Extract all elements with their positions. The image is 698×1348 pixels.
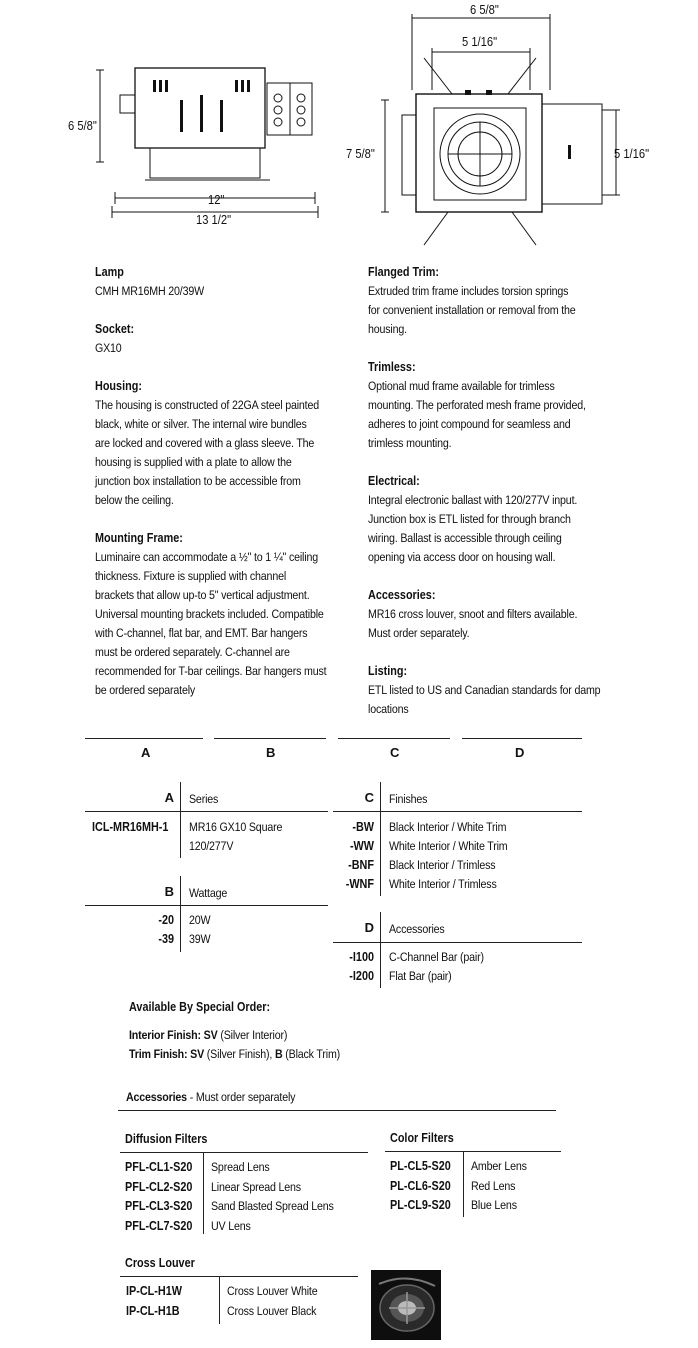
- side-view-svg: [60, 50, 330, 240]
- cross-louver-rule: [120, 1276, 358, 1277]
- spec-line: CMH MR16MH 20/39W: [95, 284, 204, 298]
- spec-line: black, white or silver. The internal wire bundles: [95, 417, 307, 431]
- accessories-section-title: Accessories - Must order separately: [126, 1090, 296, 1104]
- series-desc-2: 120/277V: [189, 839, 234, 853]
- accessory-desc: UV Lens: [211, 1218, 251, 1233]
- order-col-a: A: [141, 745, 151, 760]
- special-order-title: Available By Special Order:: [129, 1000, 271, 1014]
- option-code: -I100: [349, 950, 374, 964]
- acc-opt-rule: [333, 942, 582, 943]
- order-col-b: B: [266, 745, 276, 760]
- side-inner-width-label: 12": [208, 192, 225, 207]
- accessory-desc: Spread Lens: [211, 1160, 270, 1174]
- front-view-svg: [340, 0, 670, 250]
- series-code: ICL-MR16MH-1: [92, 820, 169, 834]
- spec-line: junction box installation to be accessible from: [95, 474, 301, 488]
- acc-opt-letter: D: [364, 920, 374, 935]
- spec-line: MR16 cross louver, snoot and filters available.: [368, 607, 578, 621]
- order-col-d: D: [515, 745, 525, 760]
- accessory-code: PFL-CL1-S20: [125, 1160, 193, 1174]
- option-code: -BW: [352, 820, 374, 834]
- accessory-code: IP-CL-H1W: [126, 1284, 182, 1298]
- front-outer-width-label: 6 5/8": [470, 2, 499, 17]
- spec-line: adheres to joint compound for seamless and: [368, 417, 571, 431]
- series-letter: A: [164, 790, 174, 805]
- order-col-c: C: [390, 745, 400, 760]
- accessory-code: IP-CL-H1B: [126, 1303, 180, 1318]
- acc-opt-label: Accessories: [389, 922, 445, 936]
- spec-line: Extruded trim frame includes torsion springs: [368, 284, 569, 298]
- front-right-height-label: 5 1/16": [614, 146, 650, 161]
- accessory-code: PFL-CL2-S20: [125, 1179, 193, 1194]
- spec-line: brackets that allow up-to 5" vertical adjustment.: [95, 588, 310, 602]
- option-code: -WNF: [345, 877, 374, 891]
- spec-line: trimless mounting.: [368, 436, 452, 450]
- special-order-trim: Trim Finish: SV (Silver Finish), B (Black Trim): [129, 1047, 341, 1061]
- color-filters-title: Color Filters: [390, 1131, 454, 1145]
- wattage-letter: B: [164, 884, 174, 899]
- accessory-code: PL-CL6-S20: [390, 1178, 451, 1193]
- spec-title: Accessories:: [368, 588, 436, 602]
- spec-title: Housing:: [95, 379, 142, 393]
- accessory-code: PL-CL9-S20: [390, 1198, 451, 1212]
- spec-title: Socket:: [95, 322, 135, 336]
- side-view-drawing: [60, 50, 330, 240]
- option-code: -I200: [349, 969, 374, 983]
- diffusion-rule: [120, 1152, 368, 1153]
- spec-line: wiring. Ballast is accessible through ceiling: [368, 531, 562, 545]
- side-outer-width-label: 13 1/2": [196, 212, 232, 227]
- front-left-height-label: 7 5/8": [346, 146, 375, 161]
- spec-line: must be ordered separately. C-channel are: [95, 645, 290, 659]
- accessories-section-rule: [118, 1110, 556, 1111]
- spec-title: Lamp: [95, 265, 124, 279]
- spec-line: The housing is constructed of 22GA steel painted: [95, 398, 319, 412]
- spec-line: housing is supplied with a plate to allow the: [95, 455, 292, 469]
- spec-title: Flanged Trim:: [368, 265, 440, 279]
- accessory-desc: Sand Blasted Spread Lens: [211, 1199, 334, 1213]
- option-desc: Black Interior / White Trim: [389, 820, 507, 834]
- spec-line: with C-channel, flat bar, and EMT. Bar hangers: [95, 626, 308, 640]
- order-col-d-rule: [462, 738, 582, 739]
- series-desc-1: MR16 GX10 Square: [189, 820, 283, 834]
- acc-opt-divider: [380, 912, 381, 988]
- spec-line: opening via access door on housing wall.: [368, 550, 556, 564]
- spec-line: Must order separately.: [368, 626, 470, 640]
- color-filters-divider: [463, 1151, 464, 1217]
- front-inner-width-label: 5 1/16": [462, 34, 498, 49]
- spec-line: Integral electronic ballast with 120/277V input.: [368, 493, 578, 507]
- side-height-label: 6 5/8": [68, 118, 97, 133]
- cross-louver-image: [371, 1270, 441, 1340]
- cross-louver-photo: [371, 1270, 441, 1340]
- spec-line: Optional mud frame available for trimless: [368, 379, 555, 393]
- order-col-c-rule: [338, 738, 450, 739]
- option-desc: Flat Bar (pair): [389, 969, 452, 983]
- spec-line: mounting. The perforated mesh frame provided,: [368, 398, 586, 412]
- accessory-code: PL-CL5-S20: [390, 1159, 451, 1173]
- accessory-desc: Red Lens: [471, 1178, 516, 1193]
- diffusion-divider: [203, 1152, 204, 1234]
- cross-louver-title: Cross Louver: [125, 1256, 195, 1270]
- wattage-rule: [85, 905, 328, 906]
- wattage-label: Wattage: [189, 886, 228, 900]
- spec-line: housing.: [368, 322, 407, 336]
- spec-line: Universal mounting brackets included. Compatible: [95, 607, 324, 621]
- spec-line: Luminaire can accommodate a ½" to 1 ¼" ceiling: [95, 550, 318, 564]
- option-desc: C-Channel Bar (pair): [389, 950, 484, 964]
- option-code: -20: [158, 913, 174, 927]
- spec-line: locations: [368, 702, 409, 716]
- front-view-drawing: [340, 0, 670, 250]
- accessory-desc: Linear Spread Lens: [211, 1179, 301, 1194]
- spec-title: Electrical:: [368, 474, 420, 488]
- finishes-rule: [333, 811, 582, 812]
- accessory-desc: Amber Lens: [471, 1159, 527, 1173]
- spec-line: below the ceiling.: [95, 493, 174, 507]
- option-code: -39: [158, 932, 174, 946]
- accessory-desc: Cross Louver White: [227, 1284, 318, 1298]
- option-desc: 39W: [189, 932, 211, 946]
- series-divider: [180, 782, 181, 858]
- order-col-b-rule: [214, 738, 326, 739]
- spec-line: are locked and covered with a glass sleeve. The: [95, 436, 315, 450]
- option-code: -BNF: [348, 858, 374, 872]
- series-rule: [85, 811, 328, 812]
- order-col-a-rule: [85, 738, 203, 739]
- finishes-divider: [380, 782, 381, 896]
- accessory-desc: Cross Louver Black: [227, 1303, 317, 1318]
- option-desc: White Interior / Trimless: [389, 877, 497, 891]
- option-code: -WW: [349, 839, 374, 853]
- spec-line: ETL listed to US and Canadian standards for damp: [368, 683, 601, 697]
- spec-line: recommended for T-bar ceilings. Bar hangers must: [95, 664, 327, 678]
- spec-line: thickness. Fixture is supplied with channel: [95, 569, 287, 583]
- spec-title: Listing:: [368, 664, 408, 678]
- cross-louver-divider: [219, 1276, 220, 1324]
- color-filters-rule: [385, 1151, 561, 1152]
- option-desc: 20W: [189, 913, 211, 927]
- wattage-divider: [180, 876, 181, 952]
- spec-title: Mounting Frame:: [95, 531, 183, 545]
- accessory-desc: Blue Lens: [471, 1198, 517, 1212]
- special-order-interior: Interior Finish: SV (Silver Interior): [129, 1028, 288, 1042]
- finishes-label: Finishes: [389, 792, 428, 806]
- spec-line: Junction box is ETL listed for through branch: [368, 512, 571, 526]
- diffusion-title: Diffusion Filters: [125, 1132, 208, 1146]
- option-desc: Black Interior / Trimless: [389, 858, 496, 872]
- accessory-code: PFL-CL7-S20: [125, 1218, 193, 1233]
- spec-title: Trimless:: [368, 360, 416, 374]
- finishes-letter: C: [364, 790, 374, 805]
- accessory-code: PFL-CL3-S20: [125, 1199, 193, 1213]
- spec-line: for convenient installation or removal from the: [368, 303, 576, 317]
- option-desc: White Interior / White Trim: [389, 839, 508, 853]
- series-label: Series: [189, 792, 219, 806]
- spec-line: GX10: [95, 341, 122, 355]
- spec-line: be ordered separately: [95, 683, 196, 697]
